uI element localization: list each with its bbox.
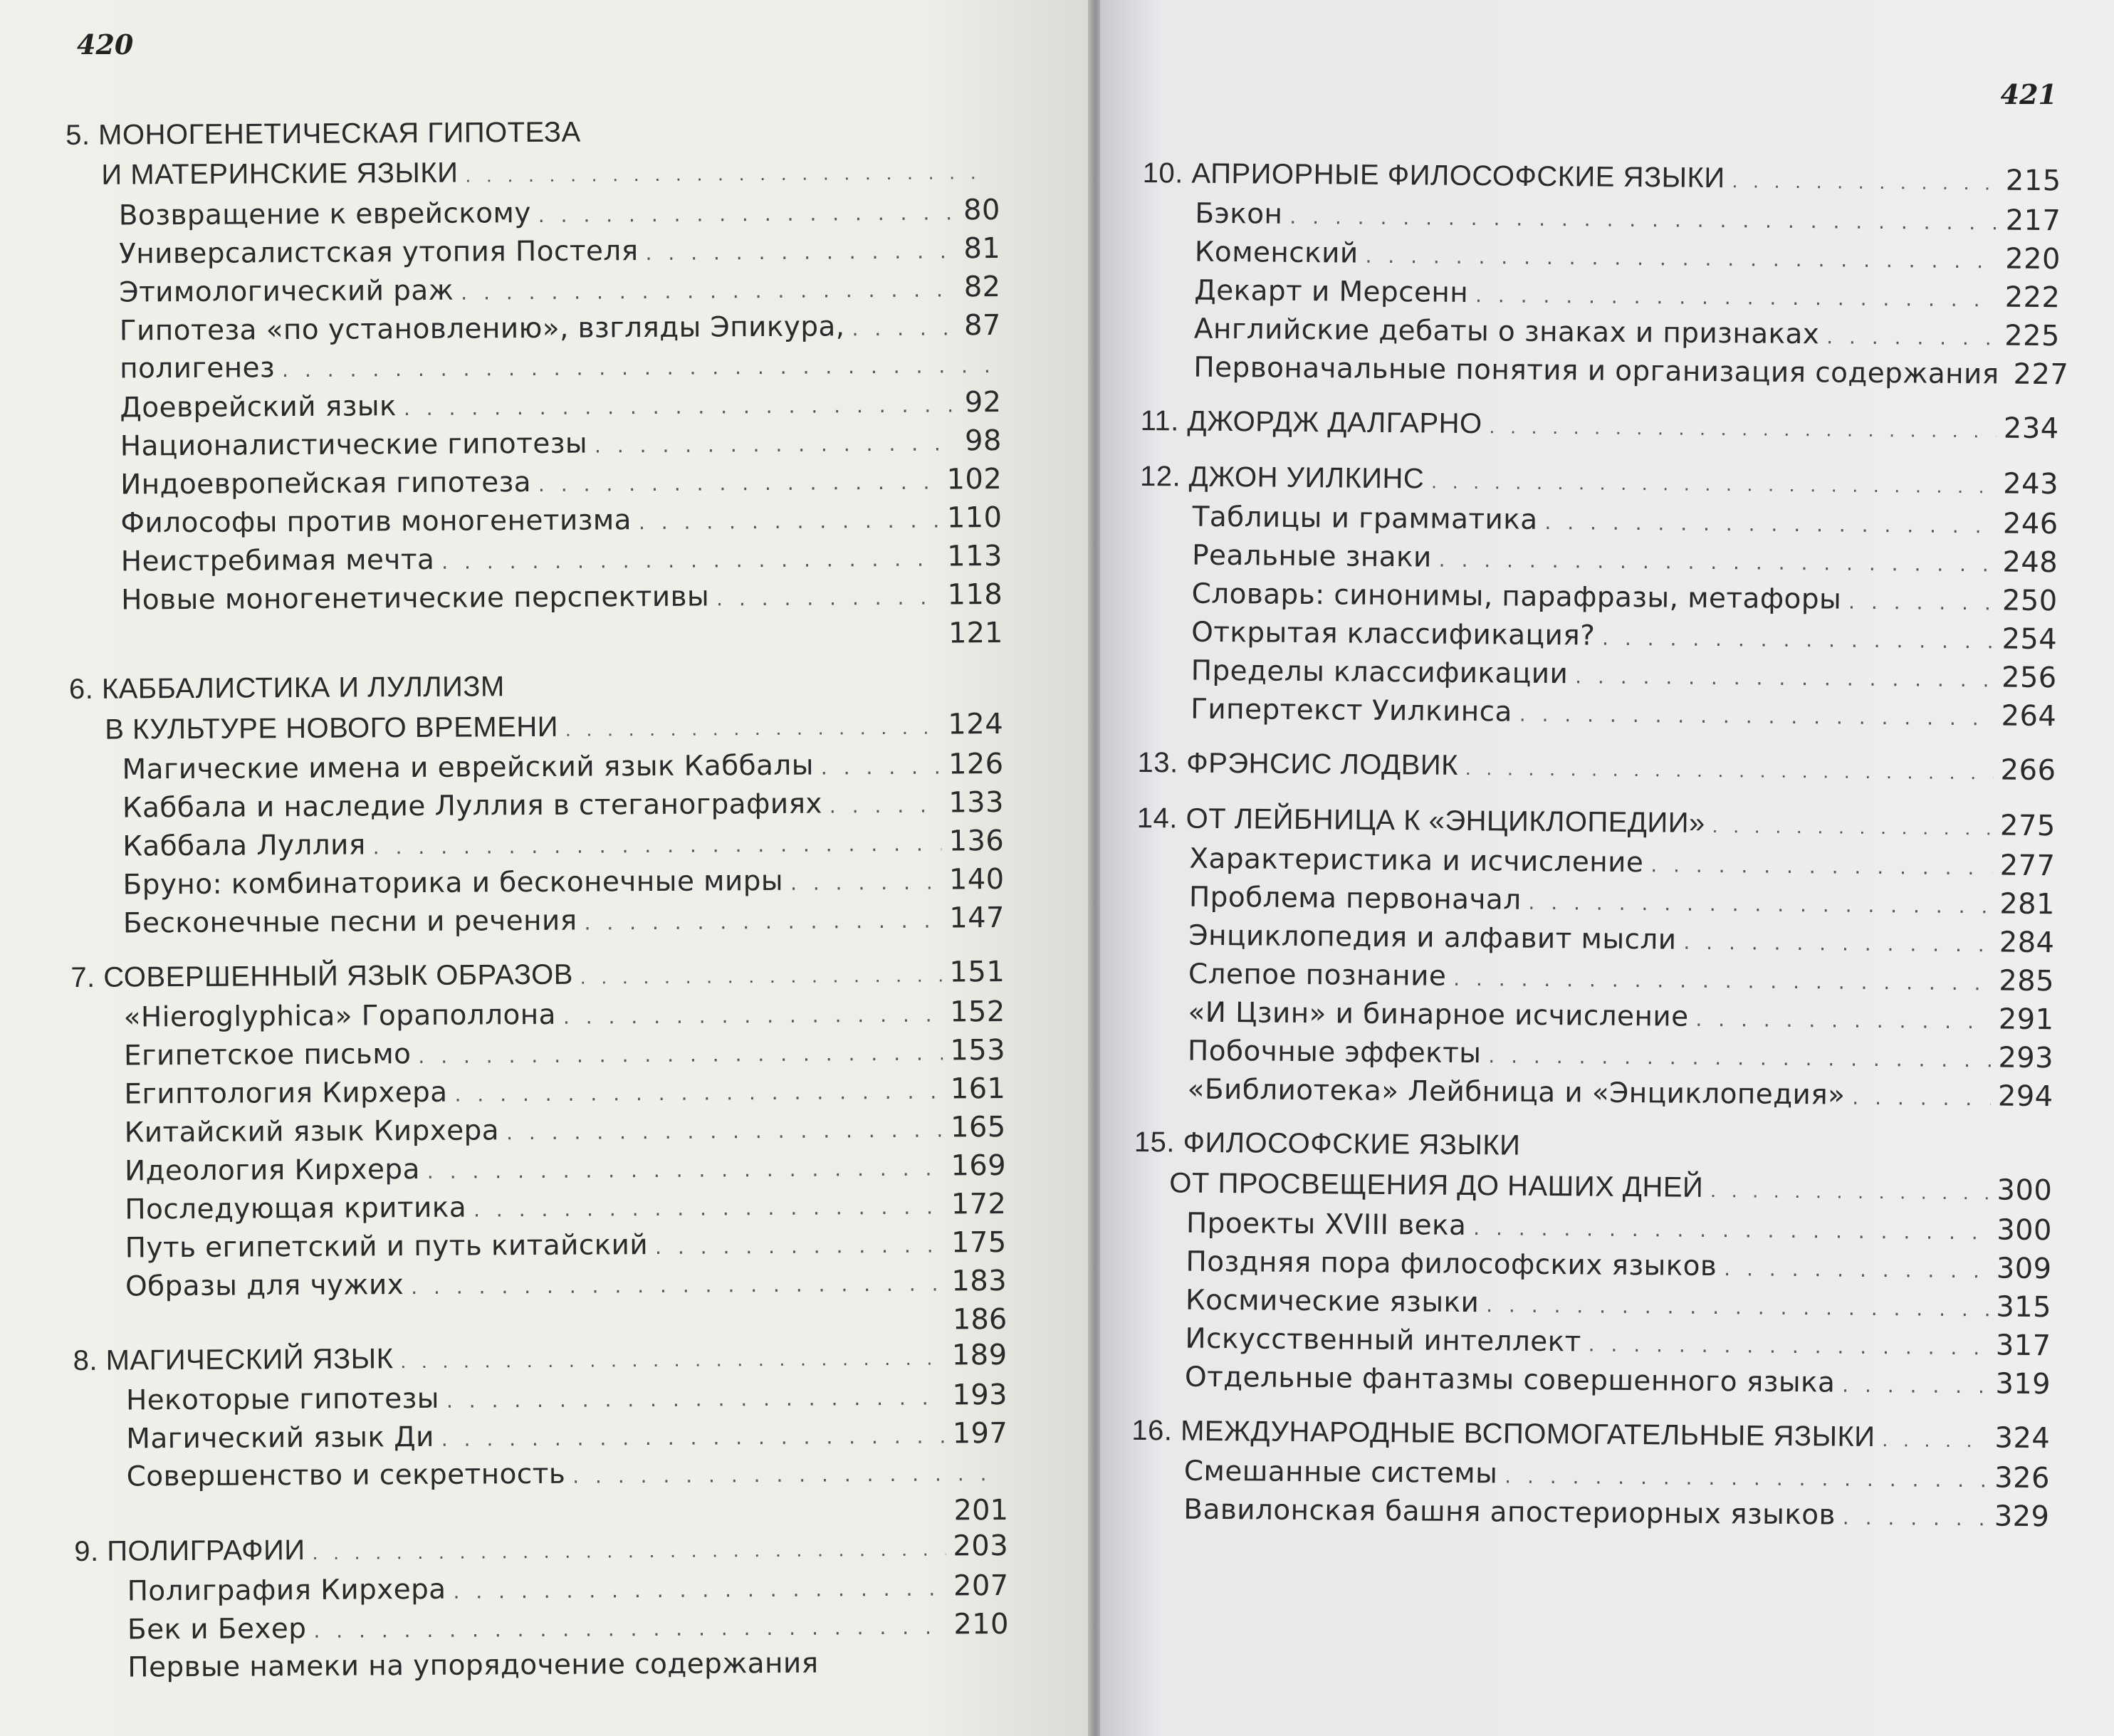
toc-entry: Слепое познание . . . 285 <box>1136 957 2054 1003</box>
toc-entry: Смешанные системы . . . 326 <box>1131 1454 2050 1500</box>
toc-entry: Философы против моногенетизма . . . 110 <box>68 501 1002 545</box>
toc-entry: Путь египетский и путь китайский . . . 175 <box>73 1226 1007 1270</box>
toc-entry: Новые моногенетические перспективы . . . 118 <box>68 578 1003 622</box>
toc-entry: Английские дебаты о знаках и признаках . . . 225 <box>1141 312 2060 358</box>
chapter-heading: 14. ОТ ЛЕЙБНИЦА К «ЭНЦИКЛОПЕДИИ» . . . 275 <box>1137 802 2056 849</box>
toc-entry: «И Цзин» и бинарное исчисление . . . 291 <box>1135 995 2053 1042</box>
toc-entry: Искусственный интеллект . . . 317 <box>1132 1322 2051 1368</box>
toc-entry: Декарт и Мерсенн . . . 222 <box>1141 273 2060 320</box>
toc-entry: Первые намеки на упорядочение содержания <box>127 1647 819 1684</box>
toc-entry: Некоторые гипотезы . . . 193 <box>73 1379 1008 1423</box>
chapter-heading: 16. МЕЖДУНАРОДНЫЕ ВСПОМОГАТЕЛЬНЫЕ ЯЗЫКИ . . . 324 <box>1131 1414 2050 1462</box>
toc-entry: Бесконечные песни и речения . . . 147 <box>70 901 1005 946</box>
chapter-heading: 7. СОВЕРШЕННЫЙ ЯЗЫК ОБРАЗОВ . . . 151 <box>70 956 1005 1001</box>
page-number: 421 <box>2000 78 2057 110</box>
toc-entry: Египетское письмо . . . 153 <box>71 1034 1005 1078</box>
toc-entry: Каббала и наследие Луллия в стеганографиях . . . 133 <box>70 786 1004 830</box>
table-of-contents <box>1131 157 2069 1539</box>
toc-entry: Последующая критика . . . 172 <box>72 1188 1006 1232</box>
chapter-heading: 8. МАГИЧЕСКИЙ ЯЗЫК . . . 189 <box>73 1339 1008 1384</box>
toc-entry: Энциклопедия и алфавит мысли . . . 284 <box>1136 919 2054 965</box>
chapter-heading: ОТ ПРОСВЕЩЕНИЯ ДО НАШИХ ДНЕЙ . . . 300 <box>1134 1166 2052 1214</box>
toc-entry: Пределы классификации . . . 256 <box>1138 654 2056 700</box>
toc-entry: Магические имена и еврейский язык Каббалы . . . 126 <box>69 748 1003 792</box>
chapter-heading: 11. ДЖОРДЖ ДАЛГАРНО . . . 234 <box>1140 404 2058 452</box>
chapter-heading: 15. ФИЛОСОФСКИЕ ЯЗЫКИ <box>1134 1126 1521 1161</box>
toc-entry: Образы для чужих . . . 183 <box>73 1265 1007 1309</box>
toc-entry: «Hieroglyphica» Гораполлона . . . 152 <box>71 995 1005 1040</box>
toc-entry: Неистребимая мечта . . . 113 <box>68 540 1003 584</box>
toc-entry: Полиграфия Кирхера . . . 207 <box>74 1569 1008 1614</box>
toc-entry: Космические языки . . . 315 <box>1133 1283 2051 1329</box>
toc-entry: полигенез . . . <box>67 347 1001 392</box>
toc-entry: Индоевропейская гипотеза . . . 102 <box>68 463 1002 507</box>
toc-entry: Поздняя пора философских языков . . . 309 <box>1133 1245 2051 1291</box>
page-ref: 186 <box>952 1302 1008 1337</box>
toc-entry: «Библиотека» Лейбница и «Энциклопедия» . . . 294 <box>1134 1072 2053 1119</box>
toc-entry: Идеология Кирхера . . . 169 <box>72 1149 1006 1193</box>
toc-entry: Бруно: комбинаторика и бесконечные миры . . . 140 <box>70 863 1004 907</box>
toc-entry: Вавилонская башня апостериорных языков . . . 329 <box>1131 1492 2049 1539</box>
chapter-heading: 12. ДЖОН УИЛКИНС . . . 243 <box>1140 460 2058 508</box>
toc-entry: Открытая классификация? . . . 254 <box>1139 615 2057 662</box>
toc-entry: Первоначальные понятия и организация содержания . . . 227 <box>1141 350 2059 397</box>
chapter-heading: И МАТЕРИНСКИЕ ЯЗЫКИ . . . <box>66 154 1000 199</box>
toc-entry: Проекты XVIII века . . . 300 <box>1134 1206 2052 1253</box>
toc-entry: Коменский . . . 220 <box>1142 235 2061 281</box>
toc-entry: Этимологический раж . . . 82 <box>66 271 1000 315</box>
toc-entry: Побочные эффекты . . . 293 <box>1135 1034 2053 1080</box>
toc-entry: Гипотеза «по установлению», взгляды Эпикура, . . . 87 <box>67 309 1001 353</box>
chapter-heading: В КУЛЬТУРЕ НОВОГО ВРЕМЕНИ . . . 124 <box>69 708 1003 753</box>
toc-entry: Возвращение к еврейскому . . . 80 <box>66 194 1000 238</box>
chapter-heading: 10. АПРИОРНЫЕ ФИЛОСОФСКИЕ ЯЗЫКИ . . . 215 <box>1143 157 2061 204</box>
toc-entry: Характеристика и исчисление . . . 277 <box>1136 842 2055 888</box>
toc-entry: Доеврейский язык . . . 92 <box>67 386 1001 430</box>
toc-entry: Универсалистская утопия Постеля . . . 81 <box>66 232 1000 276</box>
toc-entry: Каббала Луллия . . . 136 <box>70 825 1004 869</box>
chapter-heading: 6. КАББАЛИСТИКА И ЛУЛЛИЗМ <box>68 671 505 705</box>
toc-entry: Бэкон . . . 217 <box>1142 197 2061 243</box>
toc-entry: Египтология Кирхера . . . 161 <box>71 1072 1005 1117</box>
toc-entry: Гипертекст Уилкинса . . . 264 <box>1138 692 2056 738</box>
page-ref: 201 <box>953 1493 1009 1527</box>
table-of-contents <box>66 114 1009 1690</box>
toc-entry: Националистические гипотезы . . . 98 <box>68 424 1002 469</box>
toc-entry: Магический язык Ди . . . 197 <box>73 1417 1008 1461</box>
toc-entry: Словарь: синонимы, парафразы, метафоры . . . 250 <box>1139 577 2057 623</box>
chapter-heading: 9. ПОЛИГРАФИИ . . . 203 <box>74 1530 1008 1575</box>
page-number: 420 <box>77 28 134 61</box>
right-page <box>1100 0 2114 1736</box>
toc-entry: Бек и Бехер . . . 210 <box>75 1608 1009 1652</box>
toc-entry: Отдельные фантазмы совершенного языка . . . 319 <box>1132 1360 2051 1406</box>
toc-entry: Совершенство и секретность . . . <box>74 1455 1008 1500</box>
chapter-heading: 5. МОНОГЕНЕТИЧЕСКАЯ ГИПОТЕЗА <box>66 116 581 151</box>
page-ref: 121 <box>948 616 1003 650</box>
toc-entry: Китайский язык Кирхера . . . 165 <box>72 1111 1006 1155</box>
toc-entry: Таблицы и грамматика . . . 246 <box>1139 500 2058 546</box>
chapter-heading: 13. ФРЭНСИС ЛОДВИК . . . 266 <box>1137 746 2056 794</box>
toc-entry: Проблема первоначал . . . 281 <box>1136 880 2055 926</box>
toc-entry: Реальные знаки . . . 248 <box>1139 538 2058 585</box>
